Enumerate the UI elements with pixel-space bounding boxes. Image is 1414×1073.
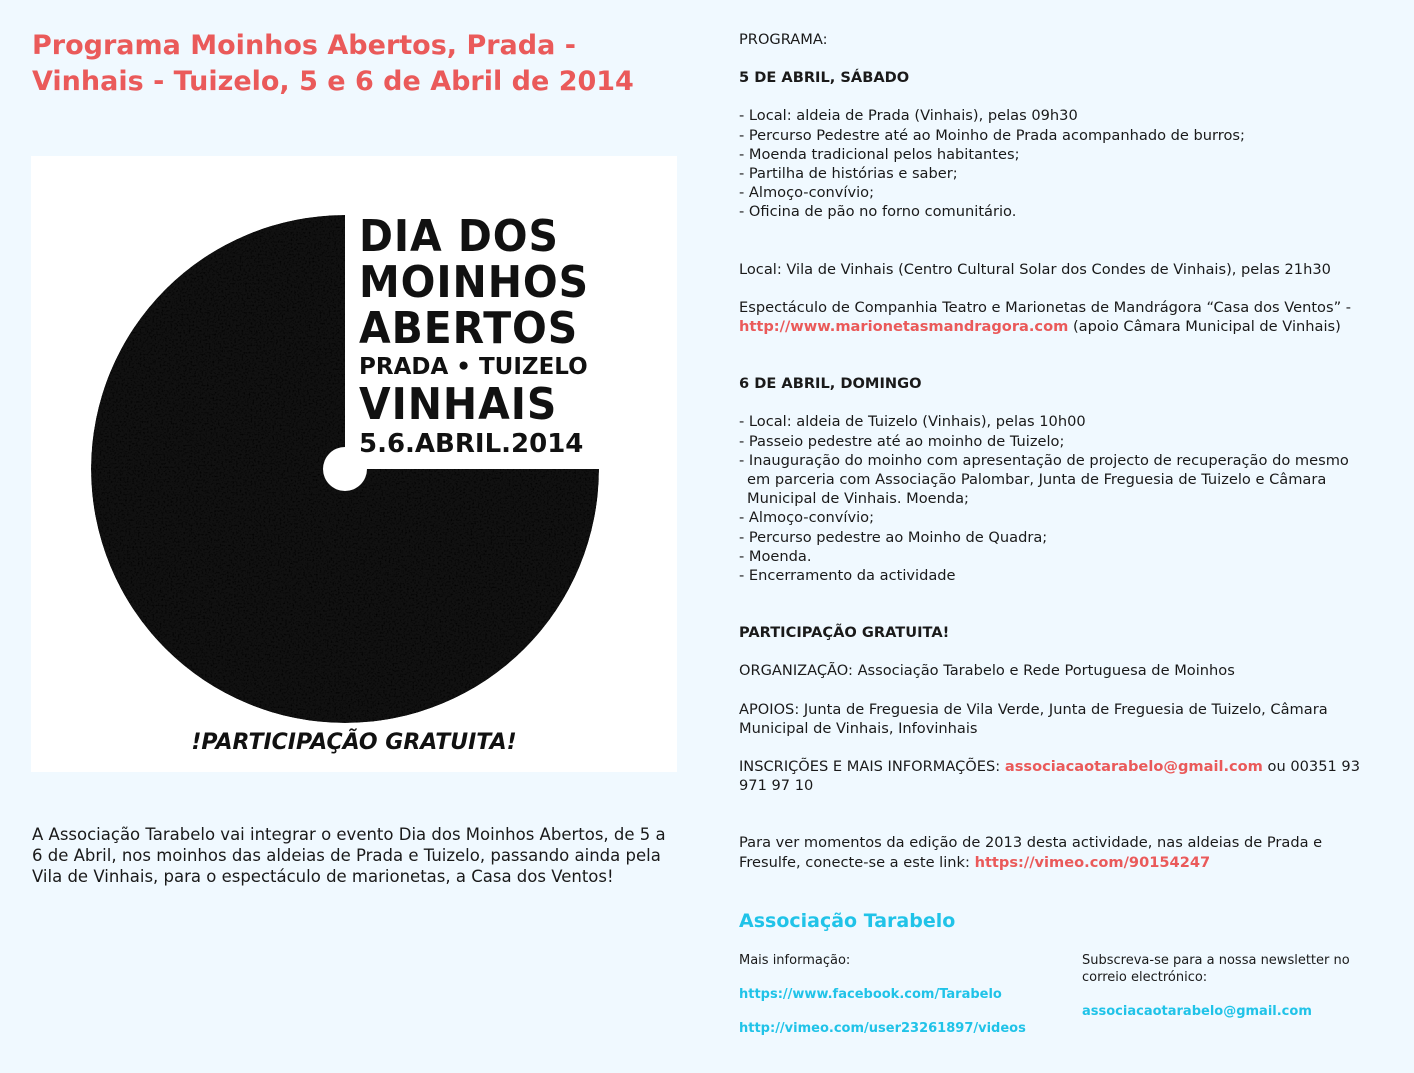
inscricoes-email-link[interactable]: associacaotarabelo@gmail.com — [1004, 758, 1263, 776]
program-item: - Percurso Pedestre até ao Moinho de Prada acompanhado de burros; — [739, 126, 1245, 144]
day1-title: 5 DE ABRIL, SÁBADO — [739, 69, 910, 87]
day2-list — [739, 412, 1384, 470]
more-info-column — [739, 952, 1059, 1037]
free-participation: PARTICIPAÇÃO GRATUITA! — [739, 624, 950, 642]
poster-date: 5.6.ABRIL.2014 — [359, 429, 584, 459]
evening-local: Local: Vila de Vinhais (Centro Cultural Solar dos Condes de Vinhais), pelas 21h30 — [739, 260, 1331, 278]
program-section — [739, 30, 1384, 872]
poster-line: VINHAIS — [359, 379, 558, 430]
video-paragraph — [739, 833, 1384, 871]
day2-title: 6 DE ABRIL, DOMINGO — [739, 375, 922, 393]
program-item-continued: Municipal de Vinhais. Moenda; — [747, 490, 969, 508]
poster-headline — [359, 211, 609, 460]
organizacao: ORGANIZAÇÃO: Associação Tarabelo e Rede Portuguesa de Moinhos — [739, 662, 1235, 680]
program-item: - Inauguração do moinho com apresentação de projecto de recuperação do mesmo — [739, 451, 1349, 469]
newsletter-column — [1082, 952, 1382, 1020]
newsletter-text: Subscreva-se para a nossa newsletter no correio electrónico: — [1082, 953, 1350, 985]
newsletter-email-link[interactable]: associacaotarabelo@gmail.com — [1082, 1004, 1312, 1019]
poster-footer: !PARTICIPAÇÃO GRATUITA! — [191, 730, 517, 755]
program-item: - Oficina de pão no forno comunitário. — [739, 203, 1017, 221]
inscricoes — [739, 757, 1384, 795]
show-text: Espectáculo de Companhia Teatro e Marionetas de Mandrágora “Casa dos Ventos” - — [739, 298, 1352, 316]
show-link[interactable]: http://www.marionetasmandragora.com — [739, 318, 1069, 336]
program-item: - Almoço-convívio; — [739, 509, 875, 527]
program-heading: PROGRAMA: — [739, 31, 828, 48]
program-item: - Local: aldeia de Tuizelo (Vinhais), pelas 10h00 — [739, 413, 1086, 431]
poster-line: ABERTOS — [359, 303, 579, 354]
event-poster — [31, 156, 677, 772]
program-item: - Percurso pedestre ao Moinho de Quadra; — [739, 528, 1048, 546]
more-info-label: Mais informação: — [739, 953, 851, 968]
poster-line: DIA DOS — [359, 211, 559, 262]
video-text: Para ver momentos da edição de 2013 desta actividade, nas aldeias de Prada e Fresulfe, conecte-se a este link: — [739, 834, 1323, 871]
poster-line: PRADA • TUIZELO — [359, 354, 588, 380]
intro-paragraph: A Associação Tarabelo vai integrar o evento Dia dos Moinhos Abertos, de 5 a 6 de Abril, nos moinhos das aldeias de Prada e Tuizelo, passando ainda pela Vila de Vinhais, para o espectáculo de marionetas, a Casa dos Ventos! — [32, 825, 666, 886]
day1-list — [739, 106, 1384, 221]
program-item: - Passeio pedestre até ao moinho de Tuizelo; — [739, 432, 1065, 450]
org-name: Associação Tarabelo — [739, 910, 956, 932]
program-item-continued: em parceria com Associação Palombar, Junta de Freguesia de Tuizelo e Câmara — [747, 471, 1327, 489]
inscricoes-label: INSCRIÇÕES E MAIS INFORMAÇÕES: — [739, 758, 1005, 776]
show-paragraph — [739, 298, 1384, 336]
program-item: - Moenda. — [739, 547, 812, 565]
poster-line: MOINHOS — [359, 257, 590, 308]
inscricoes-after: ou 00351 93 971 97 10 — [739, 758, 1360, 795]
day2-indented-lines — [739, 470, 1384, 508]
program-item: - Local: aldeia de Prada (Vinhais), pelas 09h30 — [739, 107, 1078, 125]
program-item: - Encerramento da actividade — [739, 567, 956, 585]
facebook-link[interactable]: https://www.facebook.com/Tarabelo — [739, 987, 1002, 1002]
program-item: - Moenda tradicional pelos habitantes; — [739, 145, 1020, 163]
show-after: (apoio Câmara Municipal de Vinhais) — [1068, 318, 1341, 336]
video-link[interactable]: https://vimeo.com/90154247 — [974, 853, 1211, 871]
page-title: Programa Moinhos Abertos, Prada - Vinhais - Tuizelo, 5 e 6 de Abril de 2014 — [32, 30, 634, 97]
vimeo-link[interactable]: http://vimeo.com/user23261897/videos — [739, 1021, 1026, 1036]
apoios: APOIOS: Junta de Freguesia de Vila Verde, Junta de Freguesia de Tuizelo, Câmara Municipal de Vinhais, Infovinhais — [739, 700, 1328, 737]
day2-list-continued — [739, 508, 1384, 585]
program-item: - Partilha de histórias e saber; — [739, 165, 958, 183]
program-item: - Almoço-convívio; — [739, 184, 875, 202]
